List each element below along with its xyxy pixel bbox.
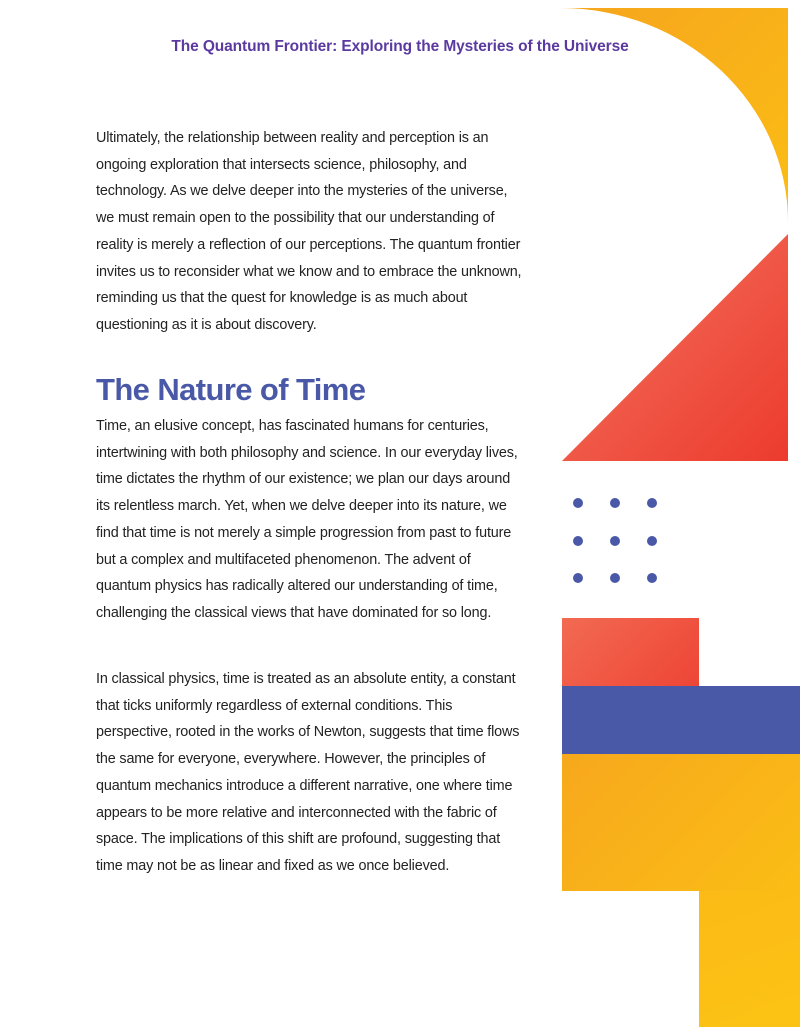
- dot: [573, 536, 583, 546]
- orange-block-decoration: [562, 754, 800, 891]
- dot: [573, 573, 583, 583]
- dot: [610, 498, 620, 508]
- document-header-title: The Quantum Frontier: Exploring the Mysteries of the Universe: [171, 38, 629, 55]
- dot: [610, 536, 620, 546]
- dot: [573, 498, 583, 508]
- dot: [647, 573, 657, 583]
- intro-paragraph: Ultimately, the relationship between reality and perception is an ongoing exploration that intersects science, philosophy, and technology. As we delve deeper into the mysteries of the universe, we must remain open to the possibility that our understanding of reality is merely a reflection of our perceptions. The quantum frontier invites us to reconsider what we know and to embrace the unknown, reminding us that the quest for knowledge is as much about questioning as it is about discovery.: [96, 130, 522, 333]
- red-triangle-decoration: [560, 234, 800, 464]
- section-paragraph-1: Time, an elusive concept, has fascinated humans for centuries, intertwining with both philosophy and science. In our everyday lives, time dictates the rhythm of our existence; we plan our days around its relentless march. Yet, when we delve deeper into its nature, we find that time is not merely a simple progression from past to future but a complex and multifaceted phenomenon. The advent of quantum physics has radically altered our understanding of time, challenging the classical views that have dominated for so long.: [96, 418, 518, 621]
- dot: [647, 498, 657, 508]
- dot: [610, 573, 620, 583]
- section-heading: The Nature of Time: [96, 372, 366, 407]
- red-block-decoration: [562, 618, 699, 686]
- dot: [647, 536, 657, 546]
- quarter-circle-decoration: [560, 0, 800, 240]
- blue-band-decoration: [562, 686, 800, 754]
- section-paragraph-2: In classical physics, time is treated as an absolute entity, a constant that ticks uniformly regardless of external conditions. This perspective, rooted in the works of Newton, suggests that time flows the same for everyone, everywhere. However, the principles of quantum mechanics introduce a different narrative, one where time appears to be more relative and interconnected with the fabric of space. The implications of this shift are profound, suggesting that time may not be as linear and fixed as we once believed.: [96, 671, 520, 874]
